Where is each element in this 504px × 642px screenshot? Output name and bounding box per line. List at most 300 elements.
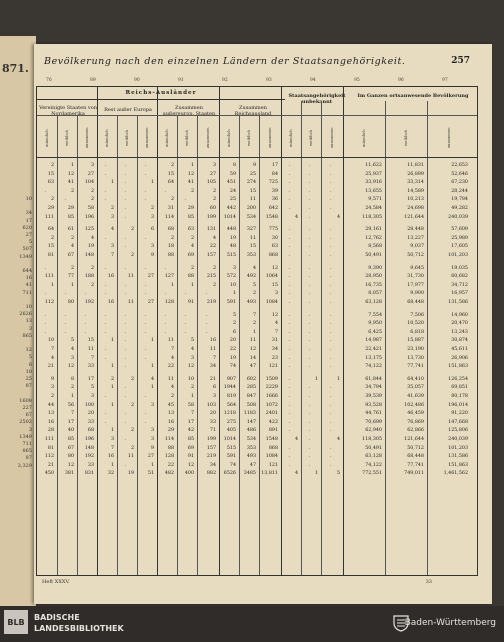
table-cell: 17,977	[407, 282, 424, 288]
table-cell: .	[329, 445, 332, 451]
blb-logo: BLB	[4, 610, 28, 634]
table-cell: 9	[50, 376, 54, 382]
subheader-total: zusammen	[84, 127, 89, 149]
table-cell: 192	[84, 454, 94, 460]
table-cell: .	[288, 274, 291, 280]
table-cell: 14,589	[407, 188, 424, 194]
table-cell: .	[184, 312, 187, 318]
table-cell: 70,699	[365, 419, 382, 425]
table-cell: .	[288, 411, 291, 417]
table-cell: 274	[246, 180, 256, 186]
table-cell: 62,866	[407, 428, 424, 434]
table-cell: 200	[246, 206, 256, 211]
table-cell: .	[144, 235, 147, 241]
previous-page-title: 871.	[2, 62, 29, 75]
table-cell: 16	[107, 300, 114, 305]
table-cell: .	[308, 244, 311, 250]
table-cell: 28,244	[451, 188, 468, 194]
table-cell: 2	[90, 282, 94, 288]
table-cell: .	[308, 206, 311, 211]
table-cell: 68,448	[407, 300, 424, 305]
table-row	[37, 356, 477, 363]
table-cell: 1	[70, 282, 74, 288]
previous-page-cell: 865	[22, 448, 32, 455]
previous-page-cell	[2, 261, 32, 268]
table-cell: 4	[70, 244, 74, 250]
table-cell: 15	[47, 244, 54, 250]
table-cell: .	[124, 364, 127, 370]
table-cell: .	[288, 291, 291, 297]
table-cell: 215	[206, 274, 216, 280]
table-cell: 1	[190, 394, 194, 399]
table-cell: 15	[271, 282, 278, 288]
table-cell: 68,448	[407, 454, 424, 460]
table-cell: .	[308, 428, 311, 434]
table-row	[37, 283, 477, 290]
previous-page-cell: 13	[25, 318, 32, 325]
table-cell: 2	[212, 197, 216, 203]
table-cell: 1072	[265, 402, 278, 408]
table-cell: 2	[252, 291, 256, 297]
table-cell: .	[124, 312, 127, 318]
table-cell: .	[288, 364, 291, 370]
table-cell: 2	[212, 282, 216, 288]
table-cell: 1218	[223, 411, 236, 417]
table-cell: 20	[87, 411, 94, 417]
subheader-total: zusammen	[329, 127, 334, 149]
table-cell: 5	[232, 312, 236, 318]
table-cell: 26,899	[407, 171, 424, 177]
table-cell: 2	[90, 197, 94, 203]
table-cell: 482	[164, 471, 174, 477]
table-cell: 22,421	[365, 347, 382, 352]
table-cell: 7	[190, 411, 194, 417]
table-cell: 6,818	[410, 329, 424, 335]
table-cell: 642	[268, 206, 278, 211]
table-cell: 8,057	[368, 291, 382, 297]
table-cell: .	[44, 329, 47, 335]
table-cell: .	[288, 394, 291, 399]
library-name-line1: BADISCHE	[34, 613, 80, 622]
table-cell: .	[104, 411, 107, 417]
table-cell: .	[308, 419, 311, 425]
table-cell: .	[288, 163, 291, 168]
table-cell: 23,190	[407, 347, 424, 352]
table-cell: 422	[268, 419, 278, 425]
table-cell: 199	[206, 437, 216, 442]
table-cell: 104	[84, 180, 94, 186]
table-cell: .	[329, 163, 332, 168]
table-cell: 1548	[265, 214, 278, 220]
table-cell: .	[329, 347, 332, 352]
table-cell: 868	[268, 445, 278, 451]
table-cell: 121	[268, 462, 278, 468]
table-cell: .	[104, 355, 107, 361]
table-cell: 11	[167, 376, 174, 382]
table-cell: .	[124, 291, 127, 297]
previous-page-cell: 5	[28, 354, 32, 361]
table-cell: 14,987	[365, 338, 382, 344]
state-name: Baden-Württemberg	[404, 618, 496, 628]
table-cell: 2	[190, 265, 194, 271]
table-cell: 88	[167, 445, 174, 451]
table-cell: 819	[226, 394, 236, 399]
table-cell: 12	[67, 462, 74, 468]
table-cell: 118,305	[362, 214, 382, 220]
table-cell: 1	[150, 180, 154, 186]
table-cell: 19,035	[451, 265, 468, 271]
table-cell: 5	[190, 338, 194, 344]
table-cell: .	[308, 385, 311, 391]
previous-page-cell: 644	[22, 268, 32, 275]
table-cell: 128	[164, 454, 174, 460]
table-cell: 192	[84, 300, 94, 305]
table-cell: 14,960	[451, 312, 468, 318]
table-cell: 1	[70, 163, 74, 168]
table-cell: 196	[84, 214, 94, 220]
table-cell: 15	[167, 171, 174, 177]
table-cell: .	[124, 411, 127, 417]
table-cell: 12,762	[365, 235, 382, 241]
previous-page-cell: 711	[22, 289, 32, 296]
table-cell: 11	[87, 347, 94, 352]
table-cell: .	[288, 265, 291, 271]
table-cell: 80	[67, 454, 74, 460]
table-cell: 12	[271, 265, 278, 271]
table-cell: .	[308, 394, 311, 399]
table-cell: .	[308, 402, 311, 408]
table-row	[37, 291, 477, 298]
column-number: 89	[90, 78, 96, 83]
table-cell: .	[288, 347, 291, 352]
table-cell: 76,869	[407, 419, 424, 425]
table-cell: 3	[212, 394, 216, 399]
table-cell: 16	[107, 454, 114, 460]
header-group-usa: Vereinigte Staaten von Nordamerika	[39, 105, 97, 117]
table-cell: 450	[44, 471, 54, 477]
table-cell: .	[104, 347, 107, 352]
subheader-female: weiblich	[124, 129, 129, 147]
table-cell: .	[144, 394, 147, 399]
table-cell: 188	[84, 274, 94, 280]
table-cell: 353	[246, 445, 256, 451]
table-cell: 51	[147, 471, 154, 477]
subheader-female: weiblich	[64, 129, 69, 147]
table-cell: 2	[130, 428, 134, 434]
column-numbers	[36, 78, 476, 86]
table-cell: 2	[50, 197, 54, 203]
table-cell: 515	[226, 445, 236, 451]
table-cell: .	[288, 206, 291, 211]
table-cell: .	[184, 197, 187, 203]
table-cell: 85	[67, 437, 74, 442]
table-cell: 121	[268, 364, 278, 370]
table-cell: .	[104, 265, 107, 271]
table-cell: .	[308, 274, 311, 280]
table-cell: 3	[70, 355, 74, 361]
table-cell: 16,957	[451, 291, 468, 297]
table-cell: 486	[246, 428, 256, 434]
table-cell: 29	[47, 206, 54, 211]
table-cell: .	[329, 355, 332, 361]
table-row	[37, 403, 477, 410]
table-cell: 1	[314, 471, 318, 477]
table-row	[37, 420, 477, 427]
table-cell: 2	[190, 235, 194, 241]
table-cell: 3	[150, 437, 154, 442]
table-cell: 2	[90, 188, 94, 194]
table-cell: 16	[107, 274, 114, 280]
table-cell: .	[329, 171, 332, 177]
previous-page-cell: 17	[25, 217, 32, 224]
previous-page-cell	[2, 297, 32, 304]
table-cell: 3	[110, 214, 114, 220]
library-name	[34, 612, 124, 634]
table-cell: 1	[110, 338, 114, 344]
table-cell: 3	[110, 437, 114, 442]
table-cell: 12	[187, 171, 194, 177]
table-cell: 492	[246, 274, 256, 280]
table-cell: 448	[226, 227, 236, 233]
table-cell: .	[124, 419, 127, 425]
table-cell: .	[144, 411, 147, 417]
table-cell: 31	[167, 206, 174, 211]
table-cell: 60,682	[451, 274, 468, 280]
table-cell: 2	[130, 253, 134, 258]
table-row	[37, 463, 477, 470]
table-cell: 22	[167, 462, 174, 468]
previous-page-cell: 25	[25, 376, 32, 383]
table-cell: 3485	[243, 471, 256, 477]
table-cell: 50,712	[407, 253, 424, 258]
table-cell: 602	[246, 376, 256, 382]
previous-page-cell: 67	[25, 412, 32, 419]
table-cell: 19	[127, 471, 134, 477]
table-rule-horizontal	[37, 115, 477, 116]
table-cell: .	[288, 454, 291, 460]
table-cell: 1	[110, 462, 114, 468]
table-cell: 52,646	[451, 171, 468, 177]
table-cell: 572	[226, 274, 236, 280]
table-cell: 6	[212, 385, 216, 391]
table-row	[37, 180, 477, 187]
table-cell: 64	[47, 227, 54, 233]
table-cell: .	[124, 338, 127, 344]
table-cell: 4	[274, 321, 278, 327]
previous-page-cell: 27	[25, 232, 32, 239]
table-cell: 9,950	[368, 321, 382, 327]
table-cell: 6	[232, 329, 236, 335]
table-cell: 199	[206, 214, 216, 220]
table-row	[37, 300, 477, 307]
table-cell: 1	[70, 394, 74, 399]
table-cell: .	[308, 462, 311, 468]
table-cell: 11	[249, 338, 256, 344]
table-cell: 2	[252, 321, 256, 327]
table-cell: 21	[209, 376, 216, 382]
table-cell: .	[124, 163, 127, 168]
previous-page-cell: 865	[22, 332, 32, 339]
previous-page-cell	[2, 390, 32, 397]
table-cell: .	[64, 329, 67, 335]
table-cell: 2	[130, 227, 134, 233]
table-cell: 1	[110, 428, 114, 434]
table-cell: .	[144, 419, 147, 425]
table-cell: .	[104, 188, 107, 194]
table-cell: .	[124, 462, 127, 468]
table-cell: 515	[226, 253, 236, 258]
table-cell: 69	[187, 445, 194, 451]
table-cell: .	[84, 291, 87, 297]
table-cell: .	[144, 291, 147, 297]
table-cell: 11	[127, 274, 134, 280]
table-cell: 121,644	[404, 214, 424, 220]
table-cell: 2	[50, 163, 54, 168]
table-cell: 2	[110, 206, 114, 211]
table-cell: 2	[150, 206, 154, 211]
previous-page-cell: 3	[28, 325, 32, 332]
table-cell: 131	[206, 227, 216, 233]
subheader-female: weiblich	[246, 129, 251, 147]
table-cell: 93,528	[365, 402, 382, 408]
table-cell: 11	[127, 300, 134, 305]
table-cell: 33	[87, 462, 94, 468]
table-cell: 25,989	[451, 235, 468, 241]
table-cell: .	[308, 312, 311, 318]
table-cell: 29	[167, 428, 174, 434]
table-cell: .	[124, 206, 127, 211]
table-cell: 4	[294, 214, 298, 220]
table-cell: 1	[252, 329, 256, 335]
table-cell: 77,741	[407, 364, 424, 370]
table-cell: .	[308, 163, 311, 168]
table-cell: 10	[229, 282, 236, 288]
table-cell: 17	[271, 163, 278, 168]
table-cell: .	[329, 206, 332, 211]
table-cell: 2	[190, 385, 194, 391]
table-cell: .	[44, 312, 47, 318]
table-cell: .	[144, 312, 147, 318]
table-cell: 40	[67, 428, 74, 434]
table-cell: 147	[246, 419, 256, 425]
table-cell: .	[124, 214, 127, 220]
table-cell: .	[288, 227, 291, 233]
table-cell: .	[308, 347, 311, 352]
table-cell: 591	[226, 454, 236, 460]
library-name-line2: LANDESBIBLIOTHEK	[34, 624, 124, 633]
previous-page-cell: 620	[22, 224, 32, 231]
table-row	[37, 385, 477, 392]
table-cell: 2	[190, 188, 194, 194]
table-cell: 27	[209, 171, 216, 177]
table-cell: 1084	[265, 454, 278, 460]
table-cell: .	[288, 312, 291, 318]
table-row	[37, 244, 477, 251]
table-cell: 131,586	[448, 300, 468, 305]
table-cell: 1	[150, 385, 154, 391]
table-cell: .	[329, 329, 332, 335]
previous-page-cell: 711	[22, 440, 32, 447]
document-page	[34, 44, 492, 604]
table-row	[37, 206, 477, 213]
previous-page-cell	[2, 203, 32, 210]
table-cell: .	[44, 188, 47, 194]
table-cell: 28,448	[407, 227, 424, 233]
table-cell: 2	[170, 197, 174, 203]
table-cell: .	[288, 235, 291, 241]
table-cell: 2	[110, 376, 114, 382]
previous-page-cell: 16	[25, 275, 32, 282]
previous-page-cell: 3,329	[17, 462, 32, 469]
table-cell: .	[104, 321, 107, 327]
table-cell: 77	[67, 274, 74, 280]
table-cell: 157	[206, 445, 216, 451]
table-cell: .	[144, 347, 147, 352]
table-cell: .	[288, 180, 291, 186]
table-cell: 196,014	[448, 402, 468, 408]
table-cell: 13,243	[451, 329, 468, 335]
table-cell: .	[288, 376, 291, 382]
table-cell: 1	[232, 291, 236, 297]
table-cell: 11	[249, 197, 256, 203]
table-cell: 24,698	[407, 206, 424, 211]
table-cell: 147,668	[448, 419, 468, 425]
table-cell: .	[329, 253, 332, 258]
table-row	[37, 266, 477, 273]
table-cell: .	[329, 462, 332, 468]
table-cell: 24,584	[365, 206, 382, 211]
table-cell: 67,230	[451, 180, 468, 186]
table-cell: 50,712	[407, 445, 424, 451]
subheader-male: männlich	[104, 129, 109, 147]
table-cell: .	[329, 364, 332, 370]
table-cell: .	[205, 312, 208, 318]
table-cell: 74,122	[365, 462, 382, 468]
table-cell: 749,011	[404, 471, 424, 477]
table-cell: 61,844	[365, 376, 382, 382]
table-cell: 20	[209, 411, 216, 417]
table-cell: .	[144, 329, 147, 335]
previous-page-cell: 10	[25, 304, 32, 311]
table-cell: .	[144, 171, 147, 177]
table-cell: 9	[150, 445, 154, 451]
footer-right: 33	[425, 579, 432, 585]
table-cell: 4	[90, 235, 94, 241]
table-cell: 63	[271, 244, 278, 250]
table-cell: 59	[229, 171, 236, 177]
subheader-male: männlich	[44, 129, 49, 147]
table-cell: 11,622	[365, 163, 382, 168]
table-cell: .	[124, 394, 127, 399]
table-row	[37, 189, 477, 196]
table-cell: 22	[209, 244, 216, 250]
table-cell: .	[329, 188, 332, 194]
table-cell: 847	[246, 394, 256, 399]
column-number: 92	[222, 78, 228, 83]
table-row	[37, 172, 477, 179]
table-cell: 3	[232, 265, 236, 271]
table-cell: .	[124, 329, 127, 335]
table-row	[37, 236, 477, 243]
table-cell: 882	[206, 471, 216, 477]
table-cell: 10,213	[407, 197, 424, 203]
table-cell: 381	[64, 471, 74, 477]
table-cell: .	[288, 428, 291, 434]
table-cell: 7,554	[368, 312, 382, 318]
column-number: 94	[310, 78, 316, 83]
table-cell: 891	[268, 428, 278, 434]
table-cell: 63	[47, 180, 54, 186]
